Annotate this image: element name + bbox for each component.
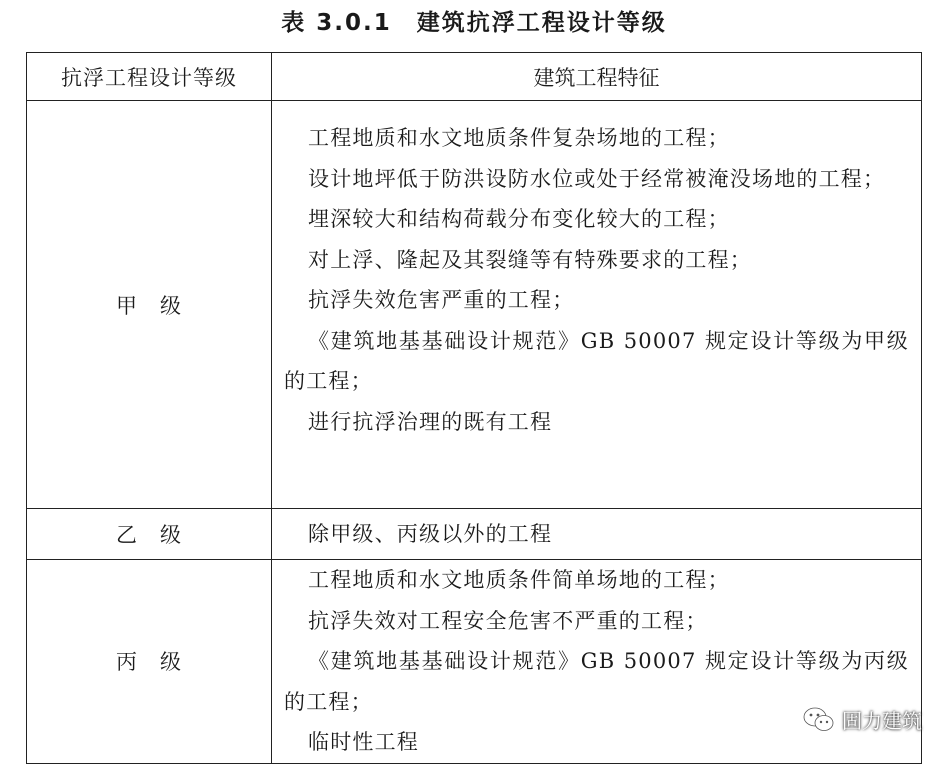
table-row	[27, 560, 922, 764]
table-title: 表 3.0.1 建筑抗浮工程设计等级	[281, 10, 667, 36]
features-cell	[272, 101, 922, 509]
grade-cell: 丙 级	[27, 560, 272, 764]
watermark-text: 固力建筑	[842, 709, 922, 733]
feature-item: 抗浮失效对工程安全危害不严重的工程；	[308, 608, 708, 633]
features-cell	[272, 509, 922, 560]
table-header-row	[27, 53, 922, 101]
feature-item: 《建筑地基基础设计规范》GB 50007 规定设计等级为甲级的工程；	[284, 328, 909, 393]
feature-item: 进行抗浮治理的既有工程	[308, 409, 553, 434]
feature-item: 工程地质和水文地质条件简单场地的工程；	[308, 568, 730, 592]
feature-item: 《建筑地基基础设计规范》GB 50007 规定设计等级为丙级的工程；	[284, 649, 909, 714]
feature-item: 工程地质和水文地质条件复杂场地的工程；	[308, 126, 730, 150]
feature-item: 设计地坪低于防洪设防水位或处于经常被淹没场地的工程；	[308, 166, 886, 191]
feature-item: 除甲级、丙级以外的工程	[308, 521, 553, 546]
design-grade-table	[26, 52, 922, 764]
feature-item: 对上浮、隆起及其裂缝等有特殊要求的工程；	[308, 247, 752, 272]
header-features: 建筑工程特征	[272, 53, 922, 101]
grade-cell: 甲 级	[27, 101, 272, 509]
watermark	[802, 705, 922, 734]
feature-item: 埋深较大和结构荷载分布变化较大的工程；	[308, 207, 730, 231]
table-row	[27, 509, 922, 560]
table-row	[27, 101, 922, 509]
wechat-icon	[802, 706, 836, 734]
header-grade: 抗浮工程设计等级	[27, 53, 272, 101]
grade-cell: 乙 级	[27, 509, 272, 560]
feature-item: 临时性工程	[308, 730, 419, 754]
feature-item: 抗浮失效危害严重的工程；	[308, 288, 575, 312]
